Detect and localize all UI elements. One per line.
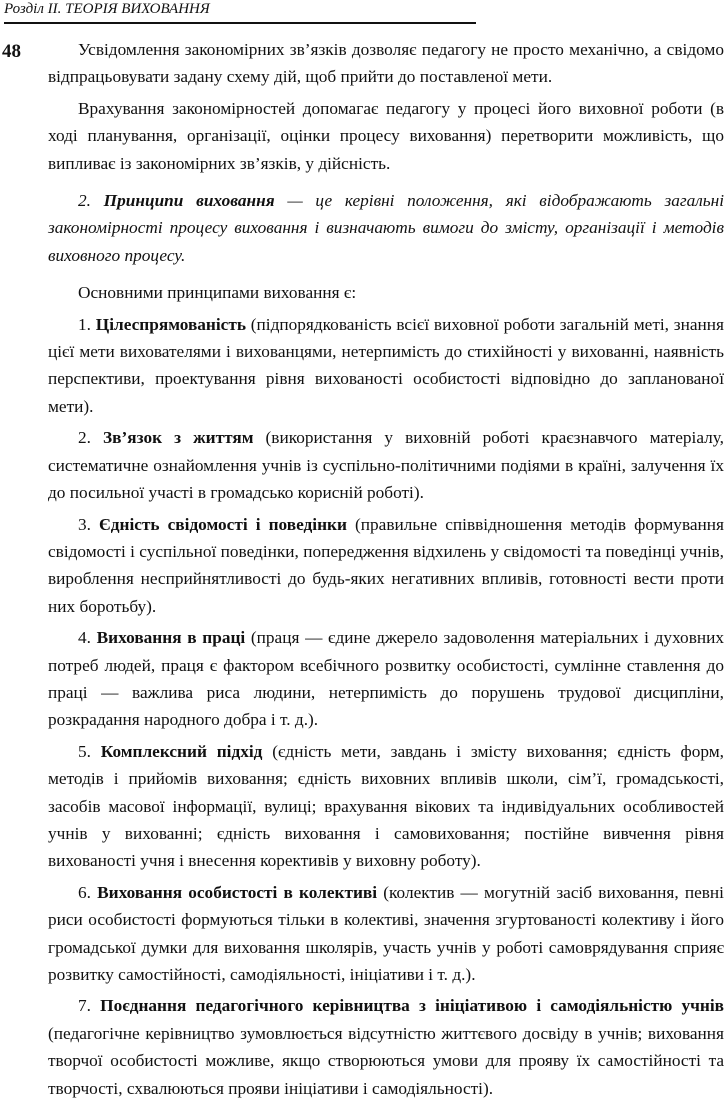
definition-number: 2. bbox=[78, 191, 91, 211]
principle-text: (єдність мети, завдань і змісту виховання; єдність форм, методів і прийомів виховання; єдність виховних впливів школи, сім’ї, громадськості, засобів масової інформації, вулиці; врахування вікових та індивідуальних особливостей учнів у вихованні; єдність виховання і самовиховання; постійне вивчення рівня вихованості учня і внесення корективів у виховну роботу). bbox=[48, 741, 724, 871]
principle-text: (праця — єдине джерело задоволення матеріальних і духовних потреб людей, праця є фактором всебічного розвитку особистості, сумлінне ставлення до праці — важлива риса людини, нетерпимість до порушень трудової дисципліни, розкрадання народного добра і т. д.). bbox=[48, 628, 724, 730]
principle-item bbox=[48, 738, 724, 875]
page-number: 48 bbox=[2, 41, 21, 62]
principles-intro: Основними принципами виховання є: bbox=[78, 283, 357, 303]
principle-title: Комплексний підхід bbox=[100, 741, 263, 761]
running-header bbox=[4, 0, 476, 24]
principle-number: 5. bbox=[78, 741, 91, 761]
principle-title: Зв’язок з життям bbox=[103, 428, 254, 448]
principle-number: 1. bbox=[78, 314, 91, 334]
principle-number: 7. bbox=[78, 996, 91, 1016]
principle-title: Цілеспрямованість bbox=[95, 314, 246, 334]
principle-number: 6. bbox=[78, 882, 91, 902]
principle-text: (педагогічне керівництво зумовлюється відсутністю життєвого досвіду в учнів; виховання творчої особистості можливе, якщо створюються умови для прояву їх самостійності та творчості, схвалюються прояви ініціативи і самодіяльності). bbox=[48, 1023, 724, 1098]
principle-text: (правильне співвідношення методів формування свідомості і суспільної поведінки, попередження відхилень у свідомості та поведінці учнів, вироблення несприйнятливості до будь-яких негативних впливів, готовності вести проти них боротьбу). bbox=[48, 514, 724, 616]
principle-item bbox=[48, 311, 724, 421]
running-header-title: Розділ ІІ. ТЕОРІЯ ВИХОВАННЯ bbox=[4, 1, 210, 17]
paragraph: Усвідомлення закономірних зв’язків дозволяє педагогу не просто механічно, а свідомо відпрацьовувати задану схему дій, щоб прийти до поставленої мети. bbox=[48, 40, 724, 87]
principle-number: 2. bbox=[78, 428, 91, 448]
principle-item bbox=[48, 424, 724, 506]
principle-item bbox=[48, 624, 724, 734]
principle-item bbox=[48, 511, 724, 621]
definition-text: — це керівні положення, які відображають загальні закономірності процесу виховання і визначають вимоги до змісту, організації і методів виховного процесу. bbox=[48, 191, 724, 265]
paragraph: Врахування закономірностей допомагає педагогу у процесі його виховної роботи (в ході планування, організації, оцінки процесу виховання) перетворити можливість, що випливає із закономірних зв’язків, у дійсність. bbox=[48, 98, 724, 173]
definition-paragraph bbox=[48, 187, 724, 269]
page-body bbox=[48, 36, 724, 1102]
principle-number: 4. bbox=[78, 628, 91, 648]
definition-term: Принципи виховання bbox=[103, 191, 275, 211]
principle-item bbox=[48, 879, 724, 989]
principle-title: Виховання в праці bbox=[96, 628, 246, 648]
principle-text: (використання у виховній роботі краєзнавчого матеріалу, систематичне ознайомлення учнів із суспільно-політичними подіями в країні, залучення їх до посильної участі в громадсько корисній роботі). bbox=[48, 428, 724, 503]
principle-text: (підпорядкованість всієї виховної роботи загальній меті, знання цієї мети вихователями і вихованцями, нетерпимість до стихійності у вихованні, наявність перспективи, проектування рівня вихованості особистості відповідно до запланованої мети). bbox=[48, 314, 724, 416]
principle-title: Єдність свідомості і поведінки bbox=[99, 514, 347, 534]
principle-number: 3. bbox=[78, 514, 91, 534]
principle-text: (колектив — могутній засіб виховання, певні риси особистості формуються тільки в колективі, значення згуртованості колективу і його громадської думки для виховання школярів, участь учнів у роботі самоврядування сприяє розвитку самостійності, самодіяльності, ініціативи і т. д.). bbox=[48, 882, 724, 984]
principle-title: Поєднання педагогічного керівництва з ініціативою і самодіяльністю учнів bbox=[100, 996, 725, 1016]
principle-title: Виховання особистості в колективі bbox=[97, 882, 378, 902]
principle-item bbox=[48, 992, 724, 1102]
